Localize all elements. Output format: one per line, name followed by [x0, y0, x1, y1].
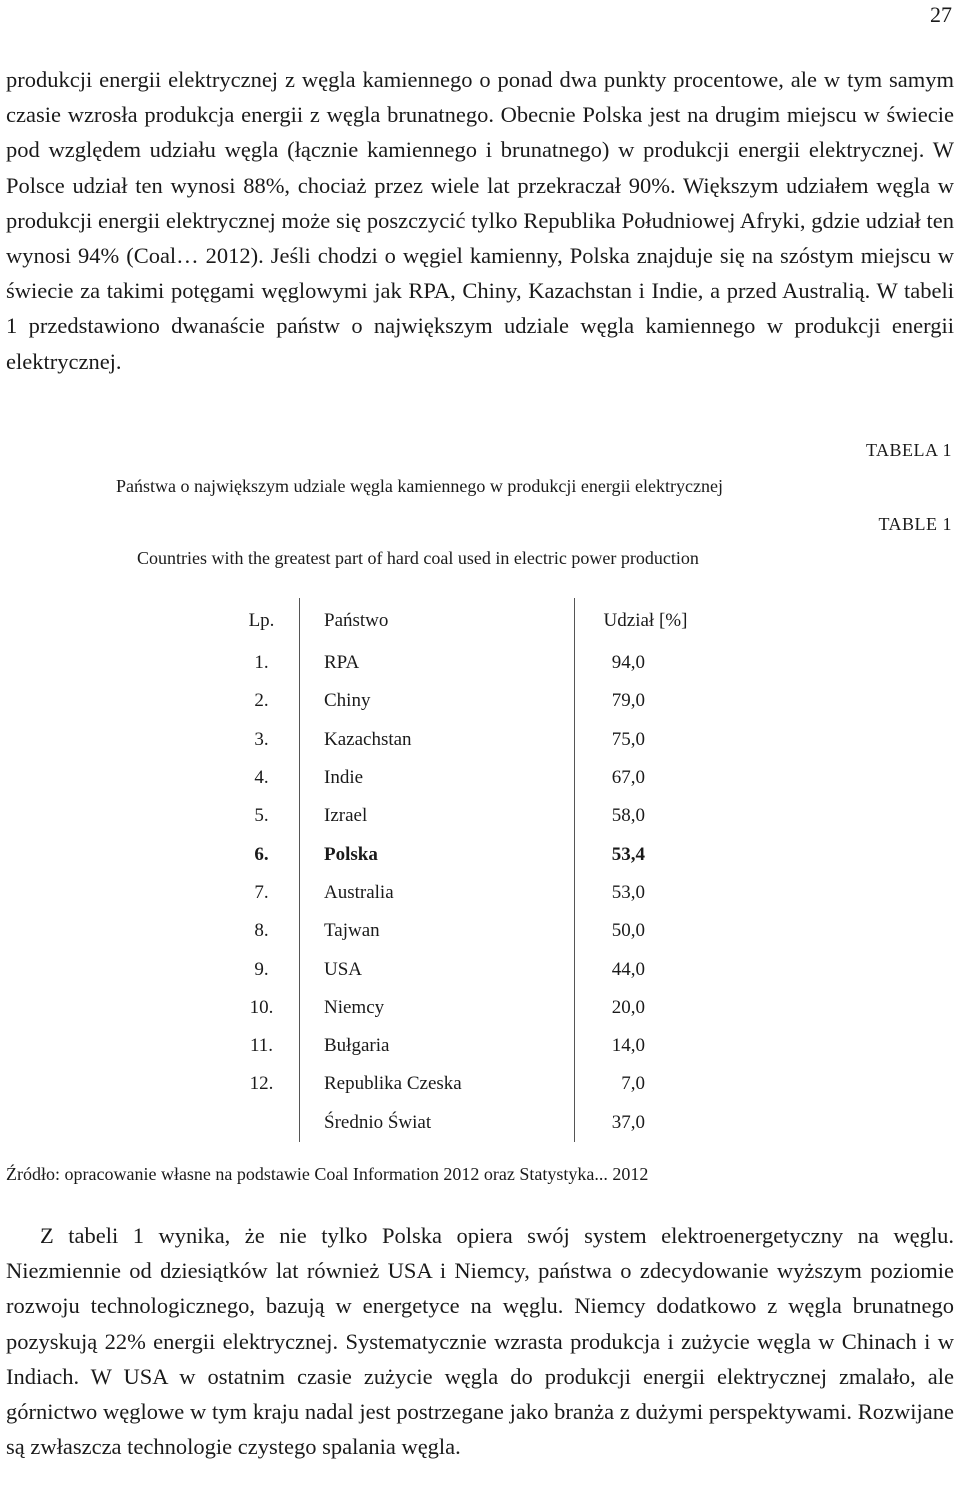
table-source: Źródło: opracowanie własne na podstawie Coal Information 2012 oraz Statystyka... 2012: [6, 1164, 649, 1184]
row-share: 53,4: [611, 843, 645, 865]
row-lp: 2.: [224, 682, 300, 720]
row-country: Republika Czeska: [300, 1065, 575, 1103]
row-country: Australia: [300, 874, 575, 912]
row-lp: 8.: [224, 912, 300, 950]
row-share: 75,0: [611, 728, 645, 750]
table-row: [224, 1065, 738, 1103]
table-caption-en: Countries with the greatest part of hard coal used in electric power production: [137, 548, 699, 568]
row-country: USA: [300, 950, 575, 988]
table-caption-pl: Państwa o największym udziale węgla kamiennego w produkcji energii elektrycznej: [116, 476, 723, 496]
row-lp: 3.: [224, 721, 300, 759]
table-row: [224, 1027, 738, 1065]
row-country: Bułgaria: [300, 1027, 575, 1065]
row-lp: 10.: [224, 989, 300, 1027]
paragraph-intro: produkcji energii elektrycznej z węgla kamiennego o ponad dwa punkty procentowe, ale w tym samym czasie wzrosła produkcja energii z węgla brunatnego. Obecnie Polska jest na drugim miejscu w świecie pod względem udziału węgla (łącznie kamiennego i brunatnego) w produkcji energii elektrycznej. W Polsce udział ten wynosi 88%, chociaż przez wiele lat przekraczał 90%. Większym udziałem węgla w produkcji energii elektrycznej może się poszczycić tylko Republika Południowej Afryki, gdzie udział ten wynosi 94% (Coal… 2012). Jeśli chodzi o węgiel kamienny, Polska znajduje się na szóstym miejscu w świecie za takimi potęgami węglowymi jak RPA, Chiny, Kazachstan i Indie, a przed Australią. W tabeli 1 przedstawiono dwanaście państw o największym udziale węgla kamiennego w produkcji energii elektrycznej.: [6, 67, 954, 374]
table-row: [224, 644, 738, 682]
table-row: [224, 874, 738, 912]
row-lp-empty: [224, 1104, 300, 1142]
table-row: [224, 797, 738, 835]
row-share: 58,0: [611, 805, 645, 827]
row-share: 53,0: [611, 881, 645, 903]
table-row-average: [224, 1104, 738, 1142]
row-lp: 9.: [224, 950, 300, 988]
table-row: [224, 912, 738, 950]
row-lp: 4.: [224, 759, 300, 797]
row-lp: 1.: [224, 644, 300, 682]
table-label-pl: TABELA 1: [865, 440, 952, 460]
table-row: [224, 989, 738, 1027]
row-share: 14,0: [611, 1035, 645, 1057]
row-country: Niemcy: [300, 989, 575, 1027]
row-lp: 11.: [224, 1027, 300, 1065]
row-lp: 6.: [224, 835, 300, 873]
row-country: Polska: [300, 835, 575, 873]
row-share: 44,0: [611, 958, 645, 980]
row-country: Chiny: [300, 682, 575, 720]
row-share: 20,0: [611, 996, 645, 1018]
row-country: Indie: [300, 759, 575, 797]
table-row: [224, 682, 738, 720]
row-country: RPA: [300, 644, 575, 682]
table-header-row: [224, 598, 738, 644]
table-row: [224, 721, 738, 759]
row-lp: 5.: [224, 797, 300, 835]
average-share: 37,0: [611, 1111, 645, 1133]
paragraph-conclusion: Z tabeli 1 wynika, że nie tylko Polska opiera swój system elektroenergetyczny na węglu. Niezmiennie od dziesiątków lat również USA i Niemcy, państwa o zdecydowanie wyższym poziomie rozwoju technologicznego, bazują w energetyce na węglu. Niemcy dodatkowo z węgla brunatnego pozyskują 22% energii elektrycznej. Systematycznie wzrasta produkcja i zużycie węgla w Chinach i w Indiach. W USA w ostatnim czasie zużycie węgla do produkcji energii elektrycznej zmalało, ale górnictwo węglowe w tym kraju nadal jest postrzegane jako branża z dużymi perspektywami. Rozwijane są zwłaszcza technologie czystego spalania węgla.: [6, 1223, 954, 1460]
row-share: 94,0: [611, 652, 645, 674]
row-share: 67,0: [611, 767, 645, 789]
row-lp: 12.: [224, 1065, 300, 1103]
table-body: [224, 644, 738, 1142]
row-lp: 7.: [224, 874, 300, 912]
header-share: Udział [%]: [603, 610, 688, 631]
header-lp: Lp.: [224, 598, 300, 644]
page-number: 27: [930, 2, 952, 27]
row-share: 50,0: [611, 920, 645, 942]
row-country: Tajwan: [300, 912, 575, 950]
table-row: [224, 950, 738, 988]
table-row: [224, 835, 738, 873]
header-country: Państwo: [300, 598, 575, 644]
coal-share-table: [224, 598, 738, 1142]
row-share: 7,0: [621, 1073, 645, 1095]
row-share: 79,0: [611, 690, 645, 712]
average-label: Średnio Świat: [300, 1104, 575, 1142]
table-row: [224, 759, 738, 797]
table-label-en: TABLE 1: [878, 514, 952, 534]
row-country: Izrael: [300, 797, 575, 835]
row-country: Kazachstan: [300, 721, 575, 759]
